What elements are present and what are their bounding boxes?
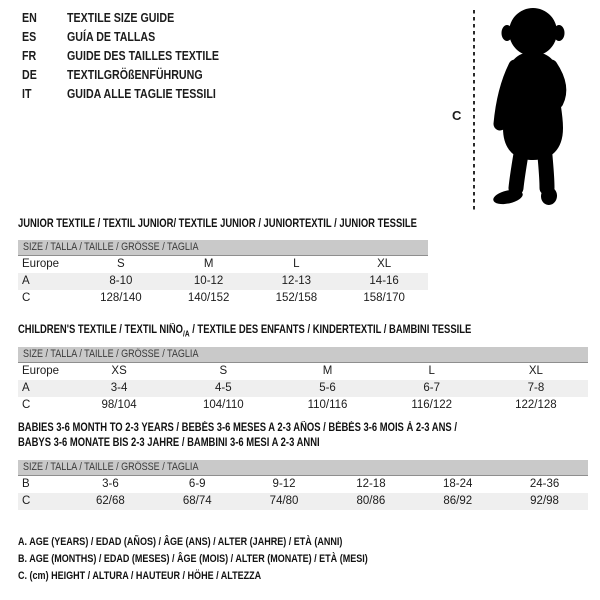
junior-size-table xyxy=(18,240,428,307)
row-label: C xyxy=(22,495,31,507)
row-label: A xyxy=(22,382,30,394)
children-size-table xyxy=(18,347,588,414)
cell: 10-12 xyxy=(193,275,224,287)
language-title: GUIDA ALLE TAGLIE TESSILI xyxy=(67,86,216,101)
cell: 104/110 xyxy=(202,399,244,411)
cell: 68/74 xyxy=(182,495,212,507)
cell: 86/92 xyxy=(443,495,473,507)
babies-table-title xyxy=(18,421,457,451)
language-row xyxy=(22,46,252,65)
language-title: TEXTILE SIZE GUIDE xyxy=(67,10,175,25)
size-header-label: SIZE / TALLA / TAILLE / GRÖSSE / TAGLIA xyxy=(23,241,199,253)
cell: 12-18 xyxy=(356,478,386,490)
table-row-height xyxy=(18,397,588,414)
cell: L xyxy=(428,365,435,377)
cell: M xyxy=(322,365,333,377)
baby-silhouette xyxy=(492,8,565,206)
cell: 128/140 xyxy=(100,292,142,304)
cell: 3-6 xyxy=(102,478,119,490)
note-age-years: A. AGE (YEARS) / EDAD (AÑOS) / ÂGE (ANS) / ALTER (JAHRE) / ETÀ (ANNI) xyxy=(18,536,343,548)
note-height-cm: C. (cm) HEIGHT / ALTURA / HAUTEUR / HÖHE / ALTEZZA xyxy=(18,570,262,582)
table-row-height xyxy=(18,493,588,510)
cell: XL xyxy=(528,365,543,377)
language-code: IT xyxy=(22,86,32,101)
row-label: A xyxy=(22,275,30,287)
cell: 140/152 xyxy=(187,292,230,304)
children-table-title xyxy=(18,323,471,341)
cell: 98/104 xyxy=(101,399,137,411)
cell: 24-36 xyxy=(529,478,560,490)
language-title: TEXTILGRÖßENFÜHRUNG xyxy=(67,67,203,82)
title-line-1: BABIES 3-6 MONTH TO 2-3 YEARS / BEBÉS 3-6 MESES A 2-3 AÑOS / BÉBÉS 3-6 MOIS À 2-3 ANS / xyxy=(18,422,457,434)
language-row xyxy=(22,8,252,27)
language-row xyxy=(22,65,252,84)
cell: 9-12 xyxy=(272,478,296,490)
title-subscript: /A xyxy=(183,329,190,339)
title-text: CHILDREN'S TEXTILE / TEXTIL NIÑO xyxy=(18,324,184,336)
language-title: GUÍA DE TALLAS xyxy=(67,29,156,44)
row-label: Europe xyxy=(22,365,60,377)
cell: 158/170 xyxy=(363,292,405,304)
size-header-bar xyxy=(18,240,428,256)
row-label: C xyxy=(22,399,31,411)
cell: XL xyxy=(377,258,392,270)
junior-table-title: JUNIOR TEXTILE / TEXTIL JUNIOR/ TEXTILE JUNIOR / JUNIORTEXTIL / JUNIOR TESSILE xyxy=(18,218,417,230)
cell: XS xyxy=(111,365,127,377)
cell: 152/158 xyxy=(275,292,318,304)
cell: 14-16 xyxy=(369,275,399,287)
cell: 74/80 xyxy=(269,495,299,507)
cell: 4-5 xyxy=(214,382,232,394)
cell: 122/128 xyxy=(515,399,557,411)
table-row-age xyxy=(18,380,588,397)
cell: M xyxy=(203,258,214,270)
size-header-bar xyxy=(18,347,588,363)
cell: 80/86 xyxy=(356,495,386,507)
cell: 5-6 xyxy=(319,382,336,394)
size-header-bar xyxy=(18,460,588,476)
table-row-age-months xyxy=(18,476,588,493)
cell: 62/68 xyxy=(96,495,125,507)
cell: 110/116 xyxy=(307,399,348,411)
language-code: DE xyxy=(22,67,37,82)
size-header-label: SIZE / TALLA / TAILLE / GRÖSSE / TAGLIA xyxy=(23,348,199,360)
cell: S xyxy=(219,365,228,377)
note-age-months: B. AGE (MONTHS) / EDAD (MESES) / ÂGE (MOIS) / ALTER (MONATE) / ETÀ (MESI) xyxy=(18,553,368,565)
height-measure-label: C xyxy=(452,108,462,123)
legend-notes xyxy=(18,534,445,585)
table-row-europe xyxy=(18,256,428,273)
table-row-age xyxy=(18,273,428,290)
title-text: / TEXTILE DES ENFANTS / KINDERTEXTIL / BAMBINI TESSILE xyxy=(189,324,472,336)
language-code: ES xyxy=(22,29,37,44)
cell: 7-8 xyxy=(527,382,545,394)
cell: 12-13 xyxy=(281,275,312,287)
language-row xyxy=(22,84,252,103)
cell: 18-24 xyxy=(443,478,473,490)
cell: 116/122 xyxy=(411,399,453,411)
language-code: EN xyxy=(22,10,37,25)
row-label: C xyxy=(22,292,31,304)
language-row xyxy=(22,27,252,46)
title-line-2: BABYS 3-6 MONATE BIS 2-3 JAHRE / BAMBINI 3-6 MESI A 2-3 ANNI xyxy=(18,437,320,449)
baby-height-figure xyxy=(440,4,600,216)
language-title: GUIDE DES TAILLES TEXTILE xyxy=(67,48,220,63)
cell: 6-7 xyxy=(423,382,441,394)
language-title-list xyxy=(22,8,252,103)
row-label: B xyxy=(22,478,30,490)
cell: 3-4 xyxy=(110,382,128,394)
table-row-height xyxy=(18,290,428,307)
size-header-label: SIZE / TALLA / TAILLE / GRÖSSE / TAGLIA xyxy=(23,461,199,473)
row-label: Europe xyxy=(22,258,60,270)
language-code: FR xyxy=(22,48,37,63)
babies-size-table xyxy=(18,460,588,510)
cell: 92/98 xyxy=(530,495,559,507)
cell: L xyxy=(293,258,300,270)
cell: S xyxy=(117,258,125,270)
table-row-europe xyxy=(18,363,588,380)
cell: 6-9 xyxy=(188,478,206,490)
cell: 8-10 xyxy=(109,275,133,287)
